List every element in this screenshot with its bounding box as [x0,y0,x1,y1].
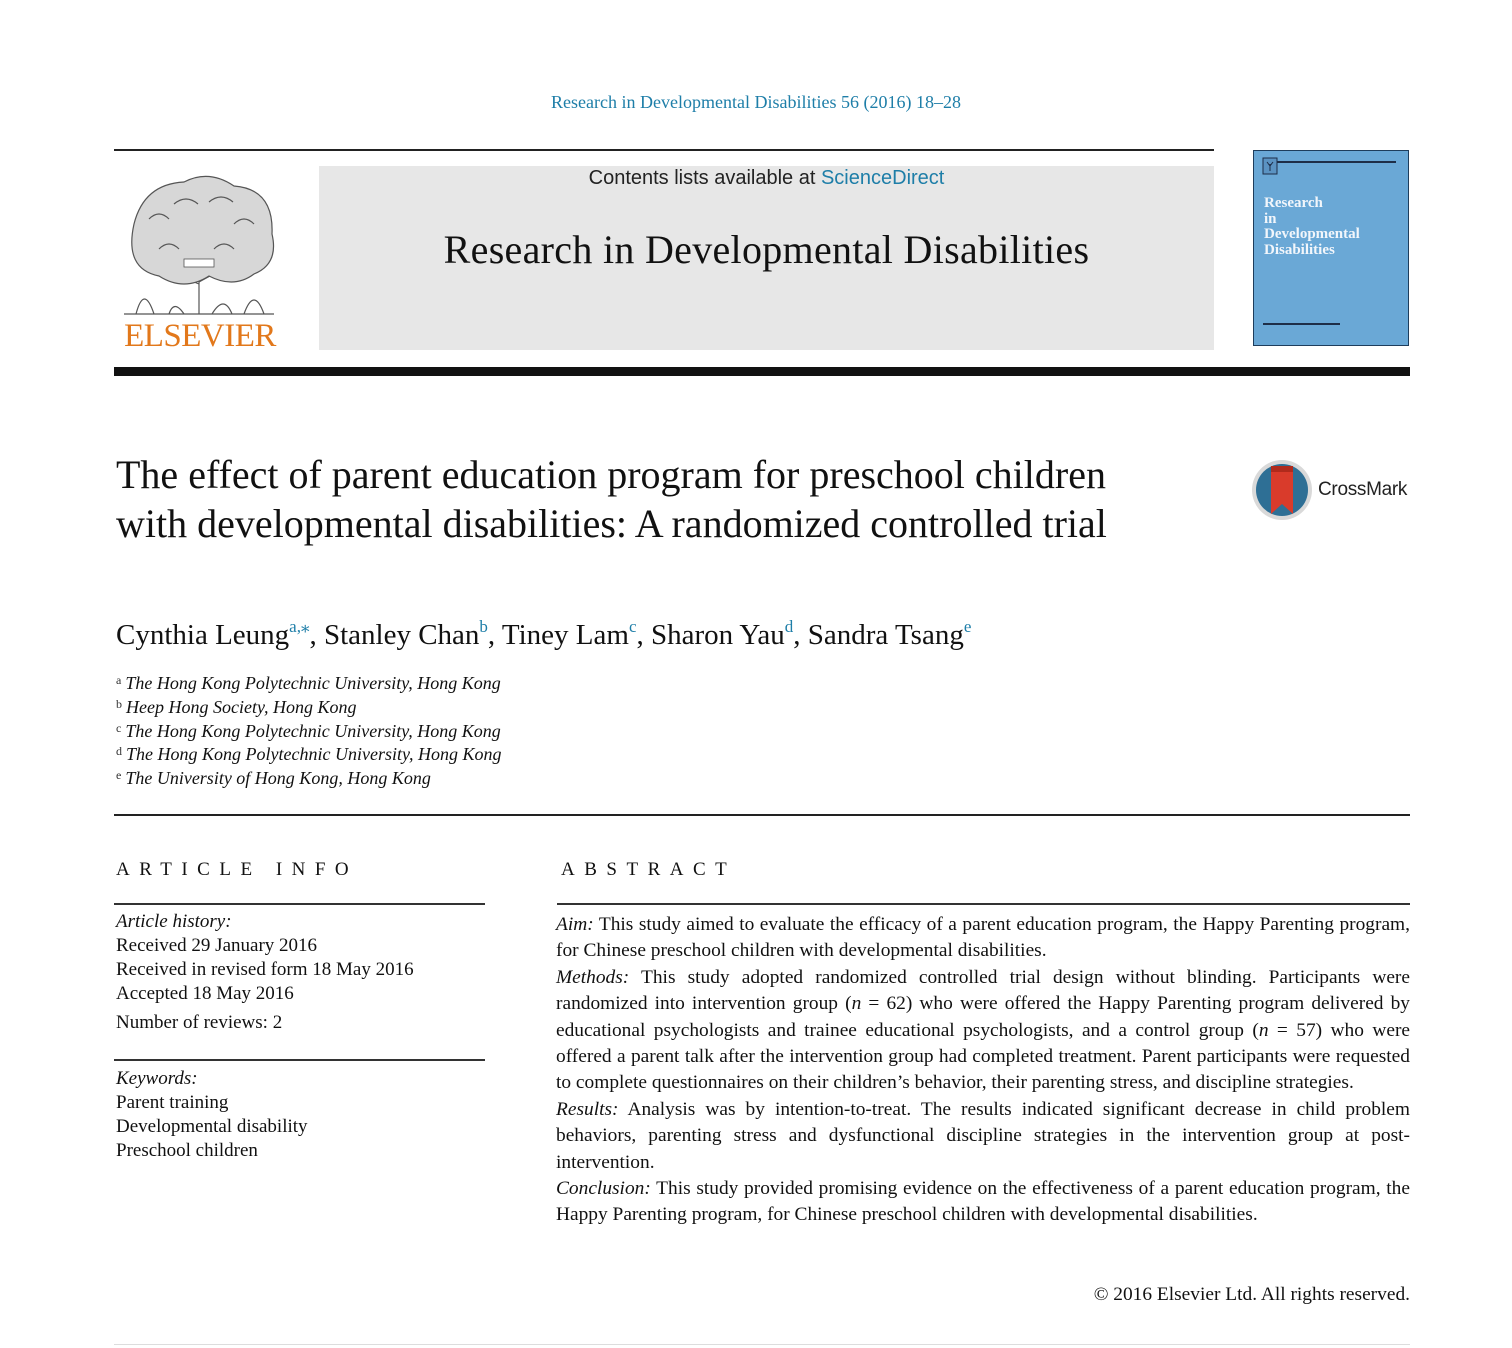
elsevier-wordmark: ELSEVIER [124,318,276,354]
header-rule [114,149,1214,151]
section-rule [114,814,1410,816]
article-info-heading: ARTICLE INFO [116,859,359,880]
abstract-methods [556,965,1410,1097]
crossmark-icon[interactable] [1250,458,1314,522]
aim-text: This study aimed to evaluate the efficacy of a parent education program, the Happy Parenting program, for Chinese preschool children with developmental disabilities. [556,914,1410,962]
methods-text: = 62) who were offered the Happy Parenting program delivered by educational psychologists and trainee educational psychologists, and a control group ( [556,993,1411,1041]
author-name[interactable]: Sandra Tsang [807,619,964,651]
affiliation-mark: b [116,697,122,711]
affiliation [116,768,816,789]
author-name[interactable]: Stanley Chan [323,619,480,651]
cover-title-line: Developmental [1264,226,1360,242]
keywords-rule [114,1059,485,1061]
contents-prefix: Contents lists available at [588,167,821,189]
page-bottom-rule [114,1344,1410,1345]
author-list [116,617,971,652]
abstract-aim [556,912,1410,965]
cover-title-line: Research [1264,195,1323,211]
affiliation-mark: e [116,768,122,782]
keyword[interactable]: Developmental disability [116,1116,308,1137]
author-sep: , [487,619,502,651]
author-name[interactable]: Cynthia Leung [116,619,290,651]
methods-text: = 57) who were offered a parent talk after the intervention group had completed treatment. Parent participants were requested to complete questionnaires on their children’s behavior, their parenting stress, and discipline strategies. [556,1019,1411,1094]
abstract-conclusion [556,1176,1410,1229]
methods-text: This study adopted randomized controlled trial design without blinding. Participants were randomized into intervention group ( [556,966,1410,1015]
results-label: Results: [556,1098,619,1120]
results-text: Analysis was by intention-to-treat. The results indicated significant decrease in child problem behaviors, parenting stress and dysfunctional discipline strategies in the intervention group at post-intervention. [556,1098,1410,1173]
author-affil-mark[interactable]: c [628,617,637,636]
author-affil-mark[interactable]: d [784,617,794,636]
abstract-heading: ABSTRACT [561,859,737,880]
article-info-rule [114,903,485,905]
cover-title-line: Disabilities [1264,241,1335,258]
affiliation [116,697,816,718]
sciencedirect-link[interactable]: ScienceDirect [820,167,945,189]
affiliation-text: The Hong Kong Polytechnic University, Hong Kong [126,744,502,764]
author-sep: , [309,619,324,651]
keyword[interactable]: Preschool children [116,1140,258,1161]
methods-n-symbol: n [1258,1019,1269,1041]
crossmark-label[interactable]: CrossMark [1318,479,1408,500]
journal-citation[interactable]: Research in Developmental Disabilities 56 (2016) 18–28 [551,92,961,112]
author-affil-mark[interactable]: e [963,617,972,636]
author-sep: , [636,619,651,651]
copyright-notice: © 2016 Elsevier Ltd. All rights reserved. [1093,1284,1410,1305]
author-affil-mark[interactable]: a,⁎ [289,617,310,636]
conclusion-text: This study provided promising evidence on the effectiveness of a parent education program, the Happy Parenting program, for Chinese preschool children with developmental disabilities. [556,1178,1410,1226]
history-label: Article history: [116,911,232,932]
methods-n-symbol: n [851,993,862,1015]
author-affil-mark[interactable]: b [479,617,488,636]
abstract-results [556,1097,1410,1176]
cover-bottom-rule [1263,323,1340,325]
conclusion-label: Conclusion: [556,1178,651,1200]
cover-top-rule [1263,161,1396,163]
author-name[interactable]: Tiney Lam [501,619,629,651]
contents-line [319,167,1214,190]
cover-title-line: in [1264,210,1277,227]
affiliation-text: Heep Hong Society, Hong Kong [126,697,357,717]
affiliation-mark: d [116,744,122,758]
revised-date: Received in revised form 18 May 2016 [116,959,414,980]
affiliation-text: The University of Hong Kong, Hong Kong [125,768,431,788]
methods-label: Methods: [556,966,630,988]
affiliation [116,673,816,694]
masthead-thick-rule [114,367,1410,376]
author-name[interactable]: Sharon Yau [650,619,785,651]
cover-elsevier-icon [1262,157,1278,175]
accepted-date: Accepted 18 May 2016 [116,983,294,1004]
affiliation [116,744,816,765]
keyword[interactable]: Parent training [116,1092,229,1113]
received-date: Received 29 January 2016 [116,935,318,956]
cover-title [1264,196,1404,258]
affiliation-mark: a [116,673,122,687]
aim-label: Aim: [556,914,594,935]
article-title: The effect of parent education program for preschool children with developmental disabilities: A randomized controlled trial [116,452,1107,546]
number-of-reviews: Number of reviews: 2 [116,1012,283,1033]
affiliation-mark: c [116,721,122,735]
affiliation-text: The Hong Kong Polytechnic University, Hong Kong [125,673,501,693]
affiliation-text: The Hong Kong Polytechnic University, Hong Kong [125,721,501,741]
abstract-body [556,912,1410,1229]
keywords-label: Keywords: [116,1068,198,1089]
affiliation [116,721,816,742]
author-sep: , [793,619,808,651]
journal-name[interactable]: Research in Developmental Disabilities [443,227,1090,272]
abstract-rule [557,903,1410,905]
